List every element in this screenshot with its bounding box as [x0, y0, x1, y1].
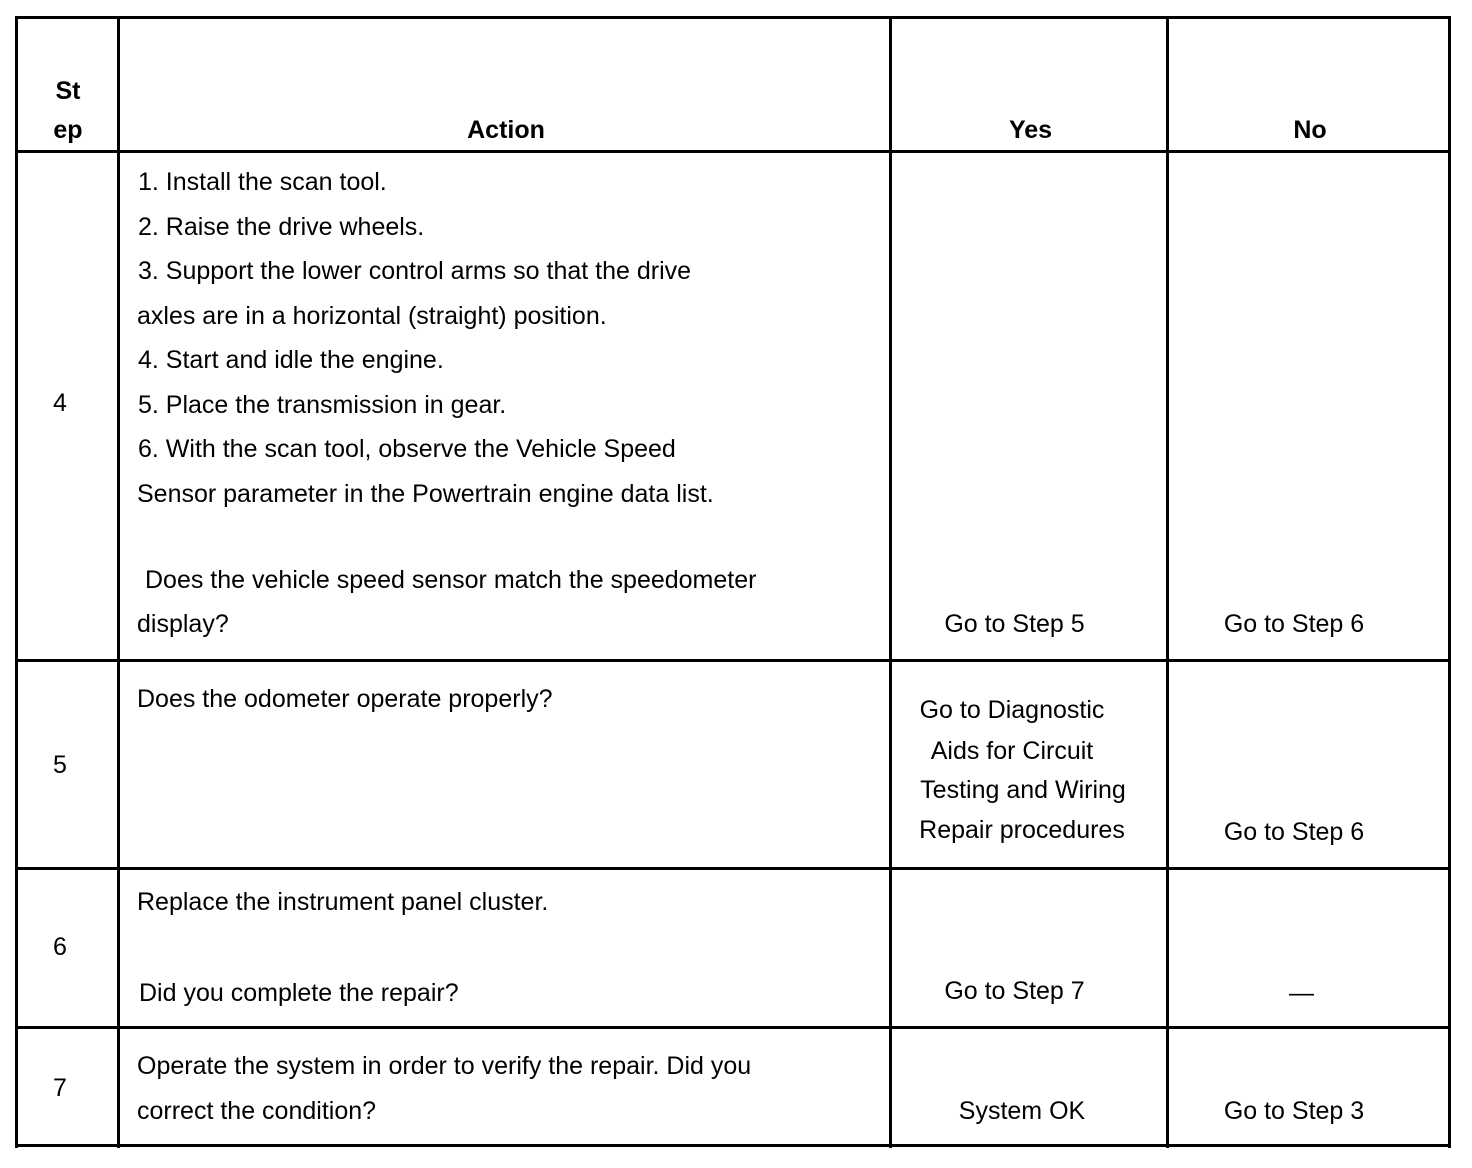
- action-question: Does the odometer operate properly?: [137, 685, 553, 713]
- action-line: 4. Start and idle the engine.: [138, 346, 444, 374]
- yes-result-line: Testing and Wiring: [920, 776, 1126, 804]
- no-result: Go to Step 6: [1223, 818, 1365, 846]
- header-action: Action: [467, 116, 545, 144]
- header-no: No: [1293, 116, 1327, 144]
- header-step-line2: ep: [53, 116, 83, 144]
- action-line: 2. Raise the drive wheels.: [138, 213, 425, 241]
- table-border-left: [15, 16, 18, 1148]
- action-question: Did you complete the repair?: [139, 979, 459, 1007]
- yes-result-line: Repair procedures: [919, 816, 1125, 844]
- action-line: Sensor parameter in the Powertrain engine data list.: [137, 480, 714, 508]
- yes-result: System OK: [958, 1097, 1086, 1125]
- action-question: Does the vehicle speed sensor match the speedometer: [145, 566, 757, 594]
- yes-result-line: Aids for Circuit: [930, 737, 1094, 765]
- row-divider: [15, 659, 1451, 662]
- action-line: 1. Install the scan tool.: [138, 168, 387, 196]
- action-line: 6. With the scan tool, observe the Vehicle Speed: [138, 435, 676, 463]
- action-question: correct the condition?: [137, 1097, 377, 1125]
- yes-result: Go to Step 5: [944, 610, 1085, 638]
- no-result: Go to Step 6: [1223, 610, 1365, 638]
- step-number: 7: [53, 1074, 67, 1102]
- table-border-bottom: [15, 1144, 1451, 1147]
- yes-result: Go to Step 7: [944, 977, 1085, 1005]
- table-border-top: [15, 16, 1451, 19]
- row-divider: [15, 1026, 1451, 1029]
- action-line: 3. Support the lower control arms so that the drive: [138, 257, 692, 285]
- header-yes: Yes: [1008, 116, 1053, 144]
- action-question: display?: [137, 610, 229, 638]
- action-line: Replace the instrument panel cluster.: [137, 888, 549, 916]
- no-result: Go to Step 3: [1223, 1097, 1365, 1125]
- header-divider: [15, 150, 1451, 153]
- header-step-line1: St: [55, 77, 81, 105]
- step-number: 6: [53, 933, 67, 961]
- action-line: 5. Place the transmission in gear.: [138, 391, 507, 419]
- table-border-right: [1448, 16, 1451, 1148]
- action-line: Operate the system in order to verify the repair. Did you: [137, 1052, 752, 1080]
- step-number: 4: [53, 389, 67, 417]
- yes-result-line: Go to Diagnostic: [919, 696, 1105, 724]
- row-divider: [15, 867, 1451, 870]
- column-divider: [117, 16, 120, 1148]
- no-result: —: [1289, 979, 1314, 1007]
- action-line: axles are in a horizontal (straight) position.: [137, 302, 607, 330]
- step-number: 5: [53, 751, 67, 779]
